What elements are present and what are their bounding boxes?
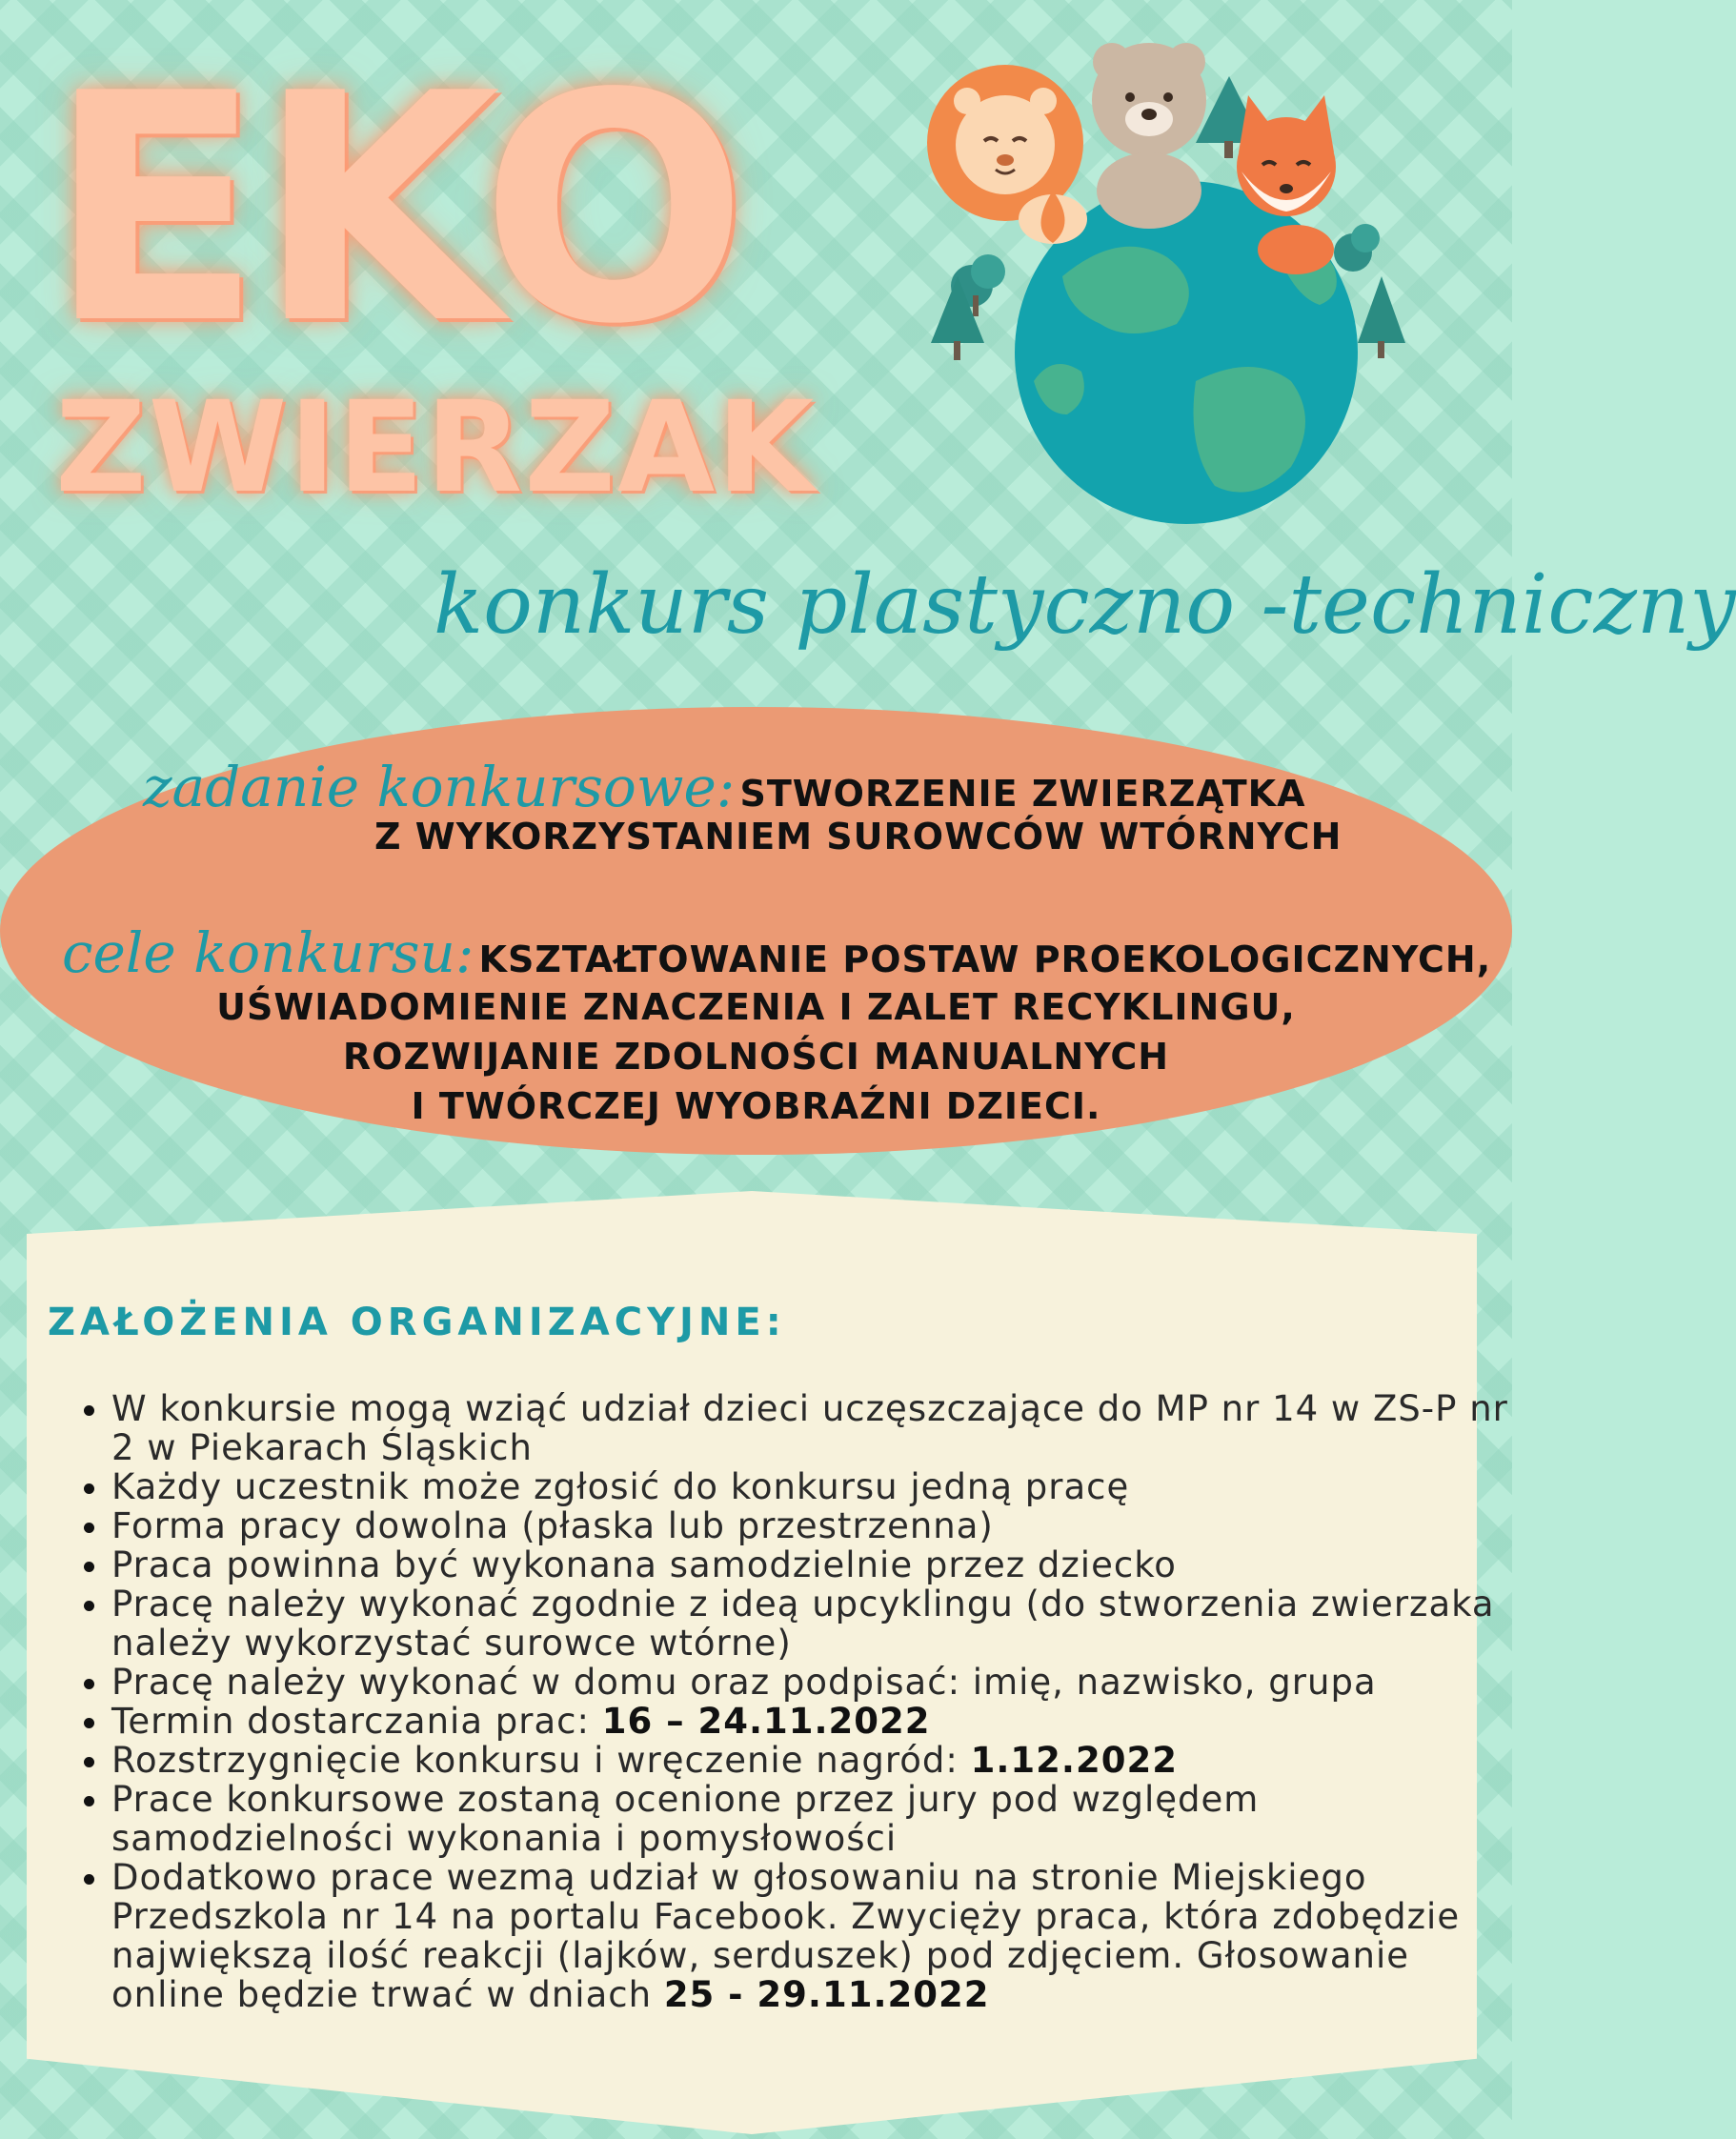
goals-text-3: ROZWIJANIE ZDOLNOŚCI MANUALNYCH bbox=[342, 1036, 1170, 1078]
goals-line-2 bbox=[0, 983, 1512, 1039]
goals-text-4: I TWÓRCZEJ WYOBRAŹNI DZIECI. bbox=[411, 1085, 1101, 1127]
title-zwierzak: ZWIERZAK bbox=[55, 374, 817, 521]
rules-list bbox=[71, 1389, 1512, 2014]
task-label: zadanie konkursowe: bbox=[143, 755, 736, 819]
rule-item: • W konkursie mogą wziąć udział dzieci uczęszczające do MP nr 14 w ZS-P nr 2 w Piekarach Śląskich bbox=[111, 1389, 1512, 1467]
rule-item: • Forma pracy dowolna (płaska lub przestrzenna) bbox=[111, 1506, 1512, 1545]
rule-item-delivery bbox=[111, 1702, 1512, 1741]
goals-label: cele konkursu: bbox=[62, 920, 474, 985]
goals-text-1: KSZTAŁTOWANIE POSTAW PROEKOLOGICZNYCH, bbox=[478, 938, 1492, 980]
award-date: 1.12.2022 bbox=[970, 1740, 1178, 1781]
bush-icon bbox=[1334, 224, 1380, 272]
delivery-dates: 16 – 24.11.2022 bbox=[601, 1701, 931, 1742]
rule-text: Dodatkowo prace wezmą udział w głosowaniu na stronie Miejskiego Przedszkola nr 14 na portalu Facebook. Zwycięży praca, która zdobędzie największą ilość reakcji (lajków, serduszek) pod zdjęciem. Głosowanie online będzie trwać w dniach bbox=[111, 1857, 1461, 2015]
subtitle: konkurs plastyczno -techniczny bbox=[434, 557, 1736, 653]
rules-heading: ZAŁOŻENIA ORGANIZACYJNE: bbox=[48, 1301, 786, 1344]
rule-item: • Pracę należy wykonać w domu oraz podpisać: imię, nazwisko, grupa bbox=[111, 1663, 1512, 1702]
goals-text-2: UŚWIADOMIENIE ZNACZENIA I ZALET RECYKLINGU, bbox=[216, 986, 1296, 1028]
goals-line-4 bbox=[0, 1082, 1512, 1138]
voting-dates: 25 - 29.11.2022 bbox=[663, 1974, 990, 2015]
title-eko: EKO bbox=[48, 27, 742, 393]
rule-item: • Pracę należy wykonać zgodnie z ideą upcyklingu (do stworzenia zwierzaka należy wykorzystać surowce wtórne) bbox=[111, 1584, 1512, 1663]
rule-item-voting bbox=[111, 1858, 1512, 2014]
rule-item: • Każdy uczestnik może zgłosić do konkursu jedną pracę bbox=[111, 1467, 1512, 1506]
task-line-2 bbox=[374, 812, 1342, 869]
rule-text: Rozstrzygnięcie konkursu i wręczenie nagród: bbox=[111, 1740, 971, 1781]
rule-item-award bbox=[111, 1741, 1512, 1780]
bear-icon bbox=[1092, 43, 1206, 229]
rule-item: • Praca powinna być wykonana samodzielnie przez dziecko bbox=[111, 1545, 1512, 1584]
animals-on-globe-illustration bbox=[910, 38, 1405, 524]
task-text-2: Z WYKORZYSTANIEM SUROWCÓW WTÓRNYCH bbox=[374, 816, 1342, 858]
goals-line-3 bbox=[0, 1033, 1512, 1088]
rule-text: Termin dostarczania prac: bbox=[111, 1701, 602, 1742]
rule-item: • Prace konkursowe zostaną ocenione przez jury pod względem samodzielności wykonania i pomysłowości bbox=[111, 1780, 1512, 1858]
lion-icon bbox=[927, 65, 1087, 244]
tree-icon bbox=[1358, 276, 1405, 358]
task-text-1: STWORZENIE ZWIERZĄTKA bbox=[739, 773, 1306, 815]
